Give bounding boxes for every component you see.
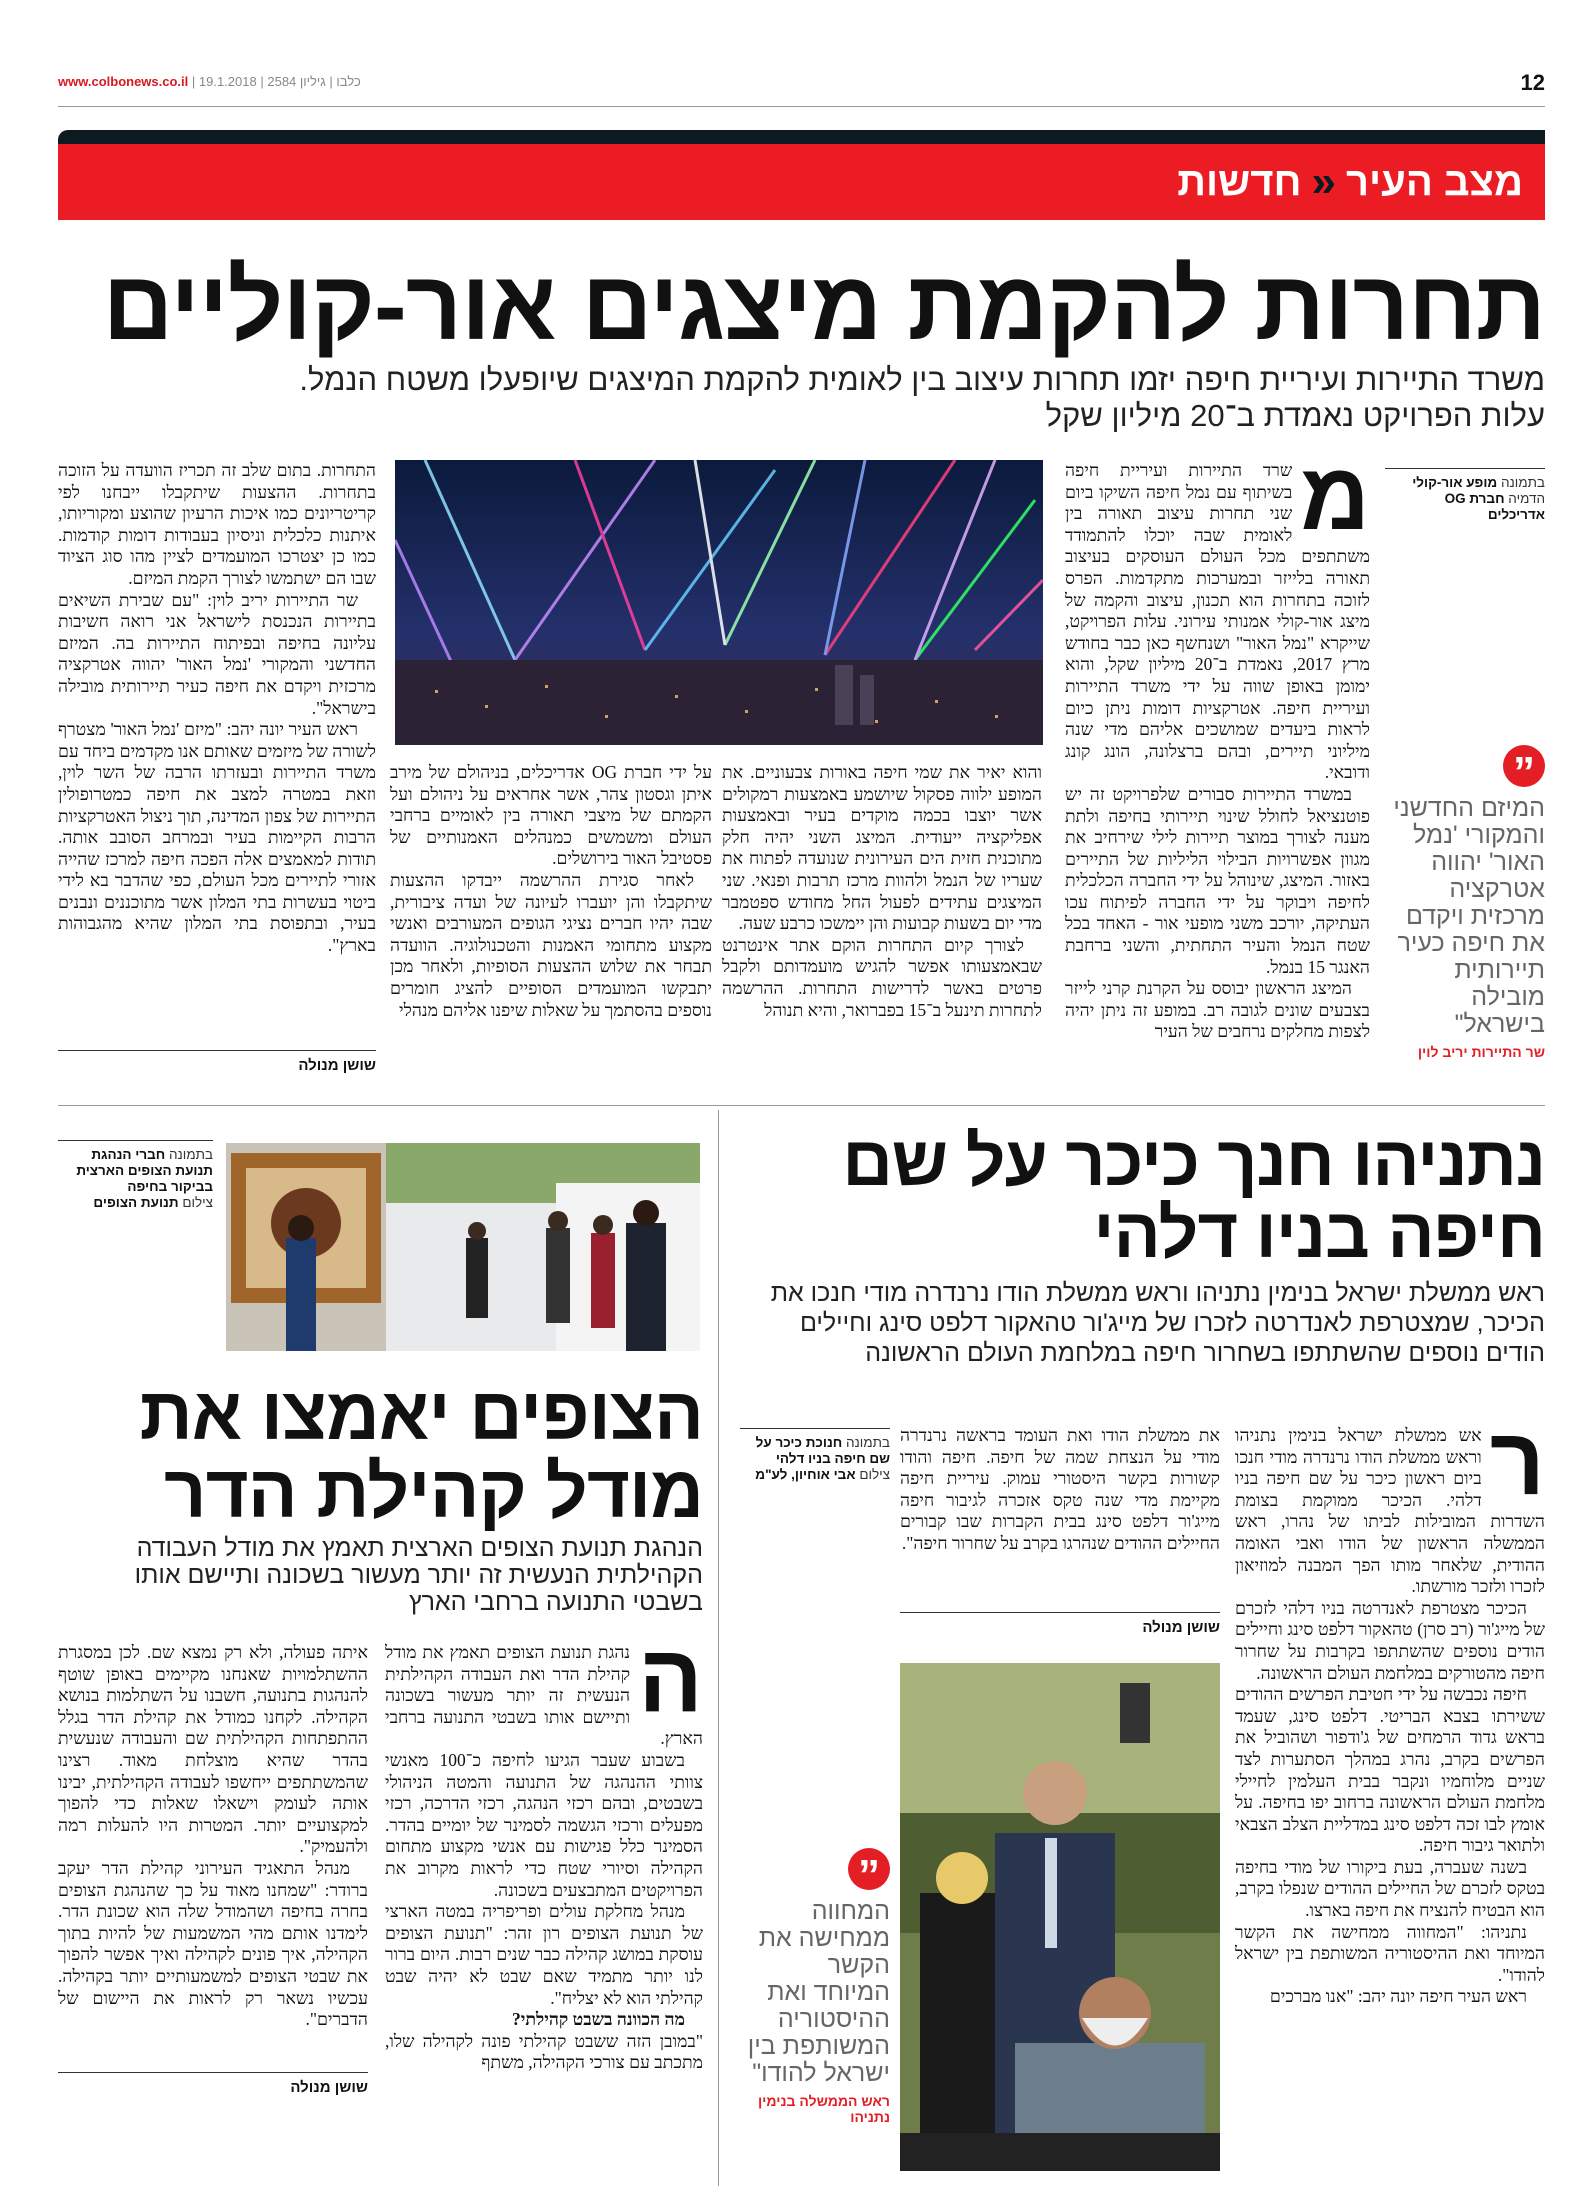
paragraph: שרד התיירות ועיריית חיפה בשיתוף עם נמל חיפה השיקו ביום שני תחרות עיצוב תאורה בין לאומית שבה יוכלו להתמודד משתתפים מכל העולם העוסקים בעיצוב תאורה בלייזר ובמערכות מתקדמות. הפרס לזוכה בתחרות הוא תכנון, עיצוב והקמה של מיצג אור-קולי אמנותי עירוני. עלות הפרויקט, שייקרא "נמל האור" ושנחשף כאן כבר בחודש מרץ 2017, נאמדת ב־20 מיליון שקל, והוא ימומן באופן שווה על ידי משרד התיירות ועיריית חיפה. אטרקציות דומות ניתן כיום לראות ביעדים שמושכים אליהם מדי שנה מיליוני תיירים, ובהם ברצלונה, הונג קונג ודובאי. xyxy=(1065,460,1370,783)
netanyahu-column-2 xyxy=(900,1425,1220,1585)
paragraph: איתה פעולה, ולא רק נמצא שם. לכן במסגרת ההשתלמויות שאנחנו מקיימים באופן שוטף להנהגות בתנועה, חשבנו על השתלמות בנושא הקהילה. לקחנו כמודל את קהילת הדר בגלל ההתפתחות הקהילתית שם והעבודה שנעשית בהדר שהיא מוצלחת מאוד. רצינו שהמשתתפים ייחשפו לעבודה הקהילתית, יבינו אותה לעומק וישאלו שאלות כדי להפוך למקצועיים יותר. המטרות היו להעלות רמה ולהעמיק". xyxy=(58,1642,368,1857)
column-divider xyxy=(718,1110,719,2186)
scouts-column-1 xyxy=(385,1642,703,2142)
headline-line: חיפה בניו דלהי xyxy=(1093,1194,1545,1272)
section-name: מצב העיר xyxy=(1346,159,1523,204)
scouts-photo xyxy=(226,1143,700,1351)
interview-question: מה הכוונה בשבט קהילתי? xyxy=(512,2009,685,2030)
paragraph: התחרות. בתום שלב זה תכריז הוועדה על הזוכה בתחרות. ההצעות שיתקבלו ייבחנו לפי קריטריונים כמו איכות הרעיון שהוצע ומקוריותו, איתנות כלכלית וניסיון בעבודות דומות קודמות. כמו כן יצטרכו המועמדים לציין מהו סוג הציוד שבו הם ישתמשו לצורך הקמת המיזם. xyxy=(58,460,376,588)
caption-credit: תנועת הצופים xyxy=(93,1195,179,1210)
caption-credit: אבי אוחיון, לע"מ xyxy=(755,1467,856,1482)
page-number: 12 xyxy=(1520,70,1545,95)
paragraph: בשבוע שעבר הגיעו לחיפה כ־100 מאנשי צוותי ההנהגה של התנועה והמטה הניהולי בשבטים, ובהם רכזי הנהגה, רכזי הדרכה, רכזי מפעלים ורכזי הגשמה לסמינר של יומיים בהדר. הסמינר כלל פגישות עם אנשי מקצוע מתחום הקהילה וסיורי שטח כדי לראות מקרוב את הפרויקטים המתבצעים בשכונה. xyxy=(385,1749,703,1900)
section-category: חדשות xyxy=(1177,159,1302,204)
paragraph: על ידי חברת OG אדריכלים, בניהולם של מירב איתן וגסטון צהר, אשר אחראים על ניהולם ועל הקמתם של מיצבי תאורה בין לאומיים ברחבי העולם ומשמשים כמנהלים האמנותיים של פסטיבל האור בירושלים. xyxy=(390,762,712,869)
paragraph: המיצג הראשון יבוסס על הקרנת קרני לייזר בצבעים שונים לגובה רב. במופע זה ניתן יהיה לצפות מחלקים נרחבים של העיר xyxy=(1065,978,1370,1042)
website-link[interactable]: www.colbonews.co.il xyxy=(58,74,189,89)
caption-credit: חברת OG אדריכלים xyxy=(1444,491,1545,522)
drop-cap: מ xyxy=(1300,460,1370,550)
caption-subject: חברי הנהגת תנועת הצופים הארצית בביקור בחיפה xyxy=(76,1147,213,1194)
section-band-top xyxy=(58,130,1545,144)
paragraph: לאחר סגירת ההרשמה ייבדקו ההצעות שיתקבלו והן יועברו לעיונה של ועדה ציבורית, שבה יהיו חברים נציגי הגופים המעורבים ואנשי מקצוע מתחומי האמנות והטכנולוגיה. הוועדה תבחר את שלוש ההצעות הסופיות, ולאחר מכן יתבקשו המועמדים הסופיים להציג חומרים נוספים בהסתמך על שאלות שיפנו אליהם מנהלי xyxy=(390,869,712,1020)
caption-label: בתמונה xyxy=(1501,475,1545,490)
top-article-column-3 xyxy=(390,762,712,1092)
caption-label: בתמונה xyxy=(169,1147,213,1162)
paragraph: חיפה נכבשה על ידי חטיבת הפרשים ההודים ששירתו בצבא הבריטי. דלפט סינג, שעמד בראש גדוד הרמחים של ג'ודפור ושהוביל את הפרשים בקרב, נהרג במהלך הסתערות לצד שניים מלוחמיו ונקבר בבית העלמין לחיילי מלחמת העולם הראשונה ברחוב יפו בחיפה. על אומץ לבו זכה דלפט סינג במדליית הצלב הצבאי ולתואר גיבור חיפה. xyxy=(1235,1684,1545,1856)
pull-quote-source: ראש הממשלה בנימין נתניהו xyxy=(757,2093,890,2125)
paper-name: כלבו xyxy=(336,74,361,89)
scouts-subhead: הנהגת תנועת הצופים הארצית תאמץ את מודל העבודה הקהילתית הנעשית זה יותר מעשור בשכונה ותיישם אותו בשבטי התנועה ברחבי הארץ xyxy=(134,1534,703,1616)
paragraph: נהגת תנועת הצופים תאמץ את מודל קהילת הדר ואת העבודה הקהילתית הנעשית זה יותר מעשור בשכונה ותיישם אותו בשבטי התנועה ברחבי הארץ. xyxy=(385,1642,703,1749)
drop-cap: ה xyxy=(638,1642,703,1732)
section-divider xyxy=(58,1105,1545,1106)
issue-date: 19.1.2018 xyxy=(198,74,257,89)
paragraph: ראש העיר יונה יהב: "מיזם 'נמל האור' מצטרף לשורה של מיזמים שאותם אנו מקדמים ביחד עם משרד התיירות ובעזרתו הרבה של השר לוין, וזאת במטרה למצב את חיפה כמטרופולין התיירות של צפון המדינה, תוך ניצול האטרקציות הרבות הקיימות בעיר ובמרחב הסובב אותה. תודות למאמצים אלה הפכה חיפה למרכז שהייה אזורי לתיירים מכל העולם, כפי שהדבר בא לידי ביטוי בעשרות בתי המלון אשר מתוכננים ונבנים בעיר, ובתפוסת בתי המלון שהיא מהגבוהות בארץ". xyxy=(58,719,376,956)
subhead-line: משרד התיירות ועיריית חיפה יזמו תחרות עיצוב בין לאומית להקמת המיצגים שיופעלו משטח הנמל. xyxy=(299,362,1545,397)
top-headline: תחרות להקמת מיצגים אור-קוליים xyxy=(102,250,1545,360)
top-article-column-1 xyxy=(1065,460,1370,1092)
paragraph: והוא יאיר את שמי חיפה באורות צבעוניים. את המופע ילווה פסקול שיושמע באמצעות רמקולים אשר יוצבו בכמה מוקדים בעיר ובאמצעות אפליקציה ייעודית. המיצג השני יהיה חלק מתוכנית חזית הים העירונית שנועדה לפתוח את שעריו של הנמל ולהוות מרכז תרבות ופנאי. שני המיצגים עתידים לפעול החל מחודש ספטמבר מדי יום בשעות קבועות והן יימשכו כרבע שעה. xyxy=(722,762,1042,934)
paragraph: לצורך קיום התחרות הוקם אתר אינטרנט שבאמצעותו אפשר להגיש מועמדותם ולקבל פרטים באשר לדרישות התחרות. ההרשמה לתחרות תינעל ב־15 בפברואר, והיא תנוהל xyxy=(722,934,1042,1020)
caption-label: הדמיה xyxy=(1508,491,1545,506)
top-subhead xyxy=(58,362,1545,434)
netanyahu-byline: שושן מנולה xyxy=(900,1612,1220,1636)
scouts-column-2 xyxy=(58,1642,368,2057)
paragraph: בשנה שעברה, בעת ביקורו של מודי בחיפה בטקס לזכרם של החיילים ההודים שנפלו בקרב, הוא הבטיח להנציח את חיפה בארצו. xyxy=(1235,1856,1545,1921)
header-rule xyxy=(58,106,1545,107)
paragraph: במשרד התיירות סבורים שלפרויקט זה יש פוטנציאל לחולל שינוי תיירותי בחיפה ולתת מענה לצורך במוצר תיירות לילי שירחיב את מגוון אפשרויות הבילוי הליליות של התיירים באזור. המיצג, שינוהל על ידי החברה הכלכלית לחיפה ויבוקר על ידי החברה לפיתוח עכו העתיקה, יורכב משני מופעי אור - האחד בכל שטח הנמל והעיר התחתית, והשני ברחבת האנגר 15 בנמל. xyxy=(1065,783,1370,977)
netanyahu-subhead: ראש ממשלת ישראל בנימין נתניהו וראש ממשלת הודו נרנדרה מודי חנכו את הכיכר, שמצטרפת לאנדרטה לזכרו של מייג'ור טהאקור דלפט סינג וחיילים הודים נוספים שהשתתפו בשחרור חיפה במלחמת העולם הראשונה xyxy=(770,1279,1545,1367)
drop-cap: ר xyxy=(1489,1425,1545,1515)
top-article-column-2 xyxy=(722,762,1042,1092)
paragraph: את ממשלת הודו ואת העומד בראשה נרנדרה מודי על הנצחת שמה של חיפה. חיפה והודו קשורות בקשר היסטורי עמוק. עיריית חיפה מקיימת מדי שנה טקס אזכרה לגיבור חיפה מייג'ור דלפט סינג בבית הקברות שבו קבורים החיילים ההודים שנהרגו בקרב על שחרור חיפה". xyxy=(900,1425,1220,1553)
caption-label: בתמונה xyxy=(846,1435,890,1450)
scouts-byline: שושן מנולה xyxy=(58,2072,368,2096)
scouts-headline xyxy=(58,1372,703,1533)
paragraph: הכיכר מצטרפת לאנדרטה בניו דלהי לזכרם של מייג'ור (רב סרן) טהאקור דלפט סינג וחיילים הודים נוספים שהשתתפו בקרבות על שחרור חיפה מהטורקים במלחמת העולם הראשונה. xyxy=(1235,1597,1545,1683)
top-pull-quote xyxy=(1385,745,1545,1060)
netanyahu-photo-caption xyxy=(740,1428,890,1483)
paragraph: אש ממשלת ישראל בנימין נתניהו וראש ממשלת הודו נרנדרה מודי חנכו ביום ראשון כיכר על שם חיפה בניו דלהי. הכיכר ממוקמת בצומת השדרות המובילות לביתו של נהרו, ראש הממשלה הראשון של הודו ואבי האומה ההודית, שלאחר מותו הפך המבנה למוזיאון לזכרו ולזכר מורשתו. xyxy=(1235,1425,1545,1597)
caption-label: צילום xyxy=(859,1467,890,1482)
quote-icon: ” xyxy=(1503,745,1545,787)
caption-subject: חנוכת כיכר על שם חיפה בניו דלהי xyxy=(755,1435,890,1466)
netanyahu-modi-photo xyxy=(900,1663,1220,2171)
netanyahu-pull-quote xyxy=(745,1848,890,2125)
double-chevron-icon: » xyxy=(1311,157,1336,206)
subhead-line: עלות הפרויקט נאמדת ב־20 מיליון שקל xyxy=(1045,398,1545,433)
folio: www.colbonews.co.il | כלבו | גיליון 2584 | 19.1.2018 xyxy=(58,74,361,89)
paragraph: "במובן הזה ששבט קהילתי פונה לקהילה שלו, מתכתב עם צורכי הקהילה, משתף xyxy=(385,2030,703,2073)
netanyahu-column-1 xyxy=(1235,1425,1545,2173)
section-band xyxy=(58,144,1545,220)
pull-quote-text: המחווה ממחישה את הקשר המיוחד ואת ההיסטוריה המשותפת בין ישראל להודו" xyxy=(747,1897,890,2087)
paragraph: מנהל התאגיד העירוני קהילת הדר יעקב ברודר: "שמחנו מאוד על כך שהנהגת הצופים בחרה בחיפה ושהמודל שלה הוא שכונת הדר. לימדנו אותם מהי המשמעות של להיות בתוך הקהילה, איך פונים לקהילה ואיך אפשר להפוך את שבטי הצופים למשמעותיים יותר בקהילה. עכשיו נשאר רק לראות את היישום של הדברים". xyxy=(58,1857,368,2030)
paragraph: ראש העיר חיפה יונה יהב: "אנו מברכים xyxy=(1269,1986,1527,2007)
paragraph: מנהל מחלקת עולים ופריפריה במטה הארצי של תנועת הצופים רון זהר: "תנועת הצופים עוסקת במושג קהילה כבר שנים רבות. היום ברור לנו יותר מתמיד שאם שבט לא יהיה שבט קהילתי הוא לא יצליח". xyxy=(385,1901,703,2008)
headline-line: מודל קהילת הדר xyxy=(164,1450,703,1533)
top-byline: שושן מנולה xyxy=(58,1050,376,1074)
paragraph: נתניהו: "המחווה ממחישה את הקשר המיוחד ואת ההיסטוריה המשותפת בין ישראל להודו". xyxy=(1235,1921,1545,1985)
headline-line: נתניהו חנך כיכר על שם xyxy=(842,1122,1545,1200)
netanyahu-headline xyxy=(735,1122,1545,1272)
quote-icon: ” xyxy=(848,1848,890,1890)
top-photo-light-show xyxy=(395,460,1043,745)
pull-quote-source: שר התיירות יריב לוין xyxy=(1417,1044,1545,1060)
issue-number: גיליון 2584 xyxy=(267,74,326,89)
top-article-column-4 xyxy=(58,460,376,1045)
headline-line: הצופים יאמצו את xyxy=(139,1372,703,1455)
caption-subject: מופע אור-קולי xyxy=(1412,475,1498,490)
pull-quote-text: המיזם החדשני והמקורי 'נמל האור' יהווה אטרקציה מרכזית ויקדם את חיפה כעיר תיירותית מובילה בישראל" xyxy=(1393,794,1545,1038)
top-photo-caption xyxy=(1385,468,1545,523)
caption-label: צילום xyxy=(182,1195,213,1210)
paragraph: שר התיירות יריב לוין: "עם שבירת השיאים בתיירות הנכנסת לישראל אני רואה חשיבות עליונה בחיפה ובפיתוח התיירות בה. המיזם החדשני והמקורי 'נמל האור' יהווה אטרקציה מרכזית ויקדם את חיפה כעיר תיירותית מובילה בישראל". xyxy=(58,589,376,718)
scouts-photo-caption xyxy=(58,1140,213,1211)
